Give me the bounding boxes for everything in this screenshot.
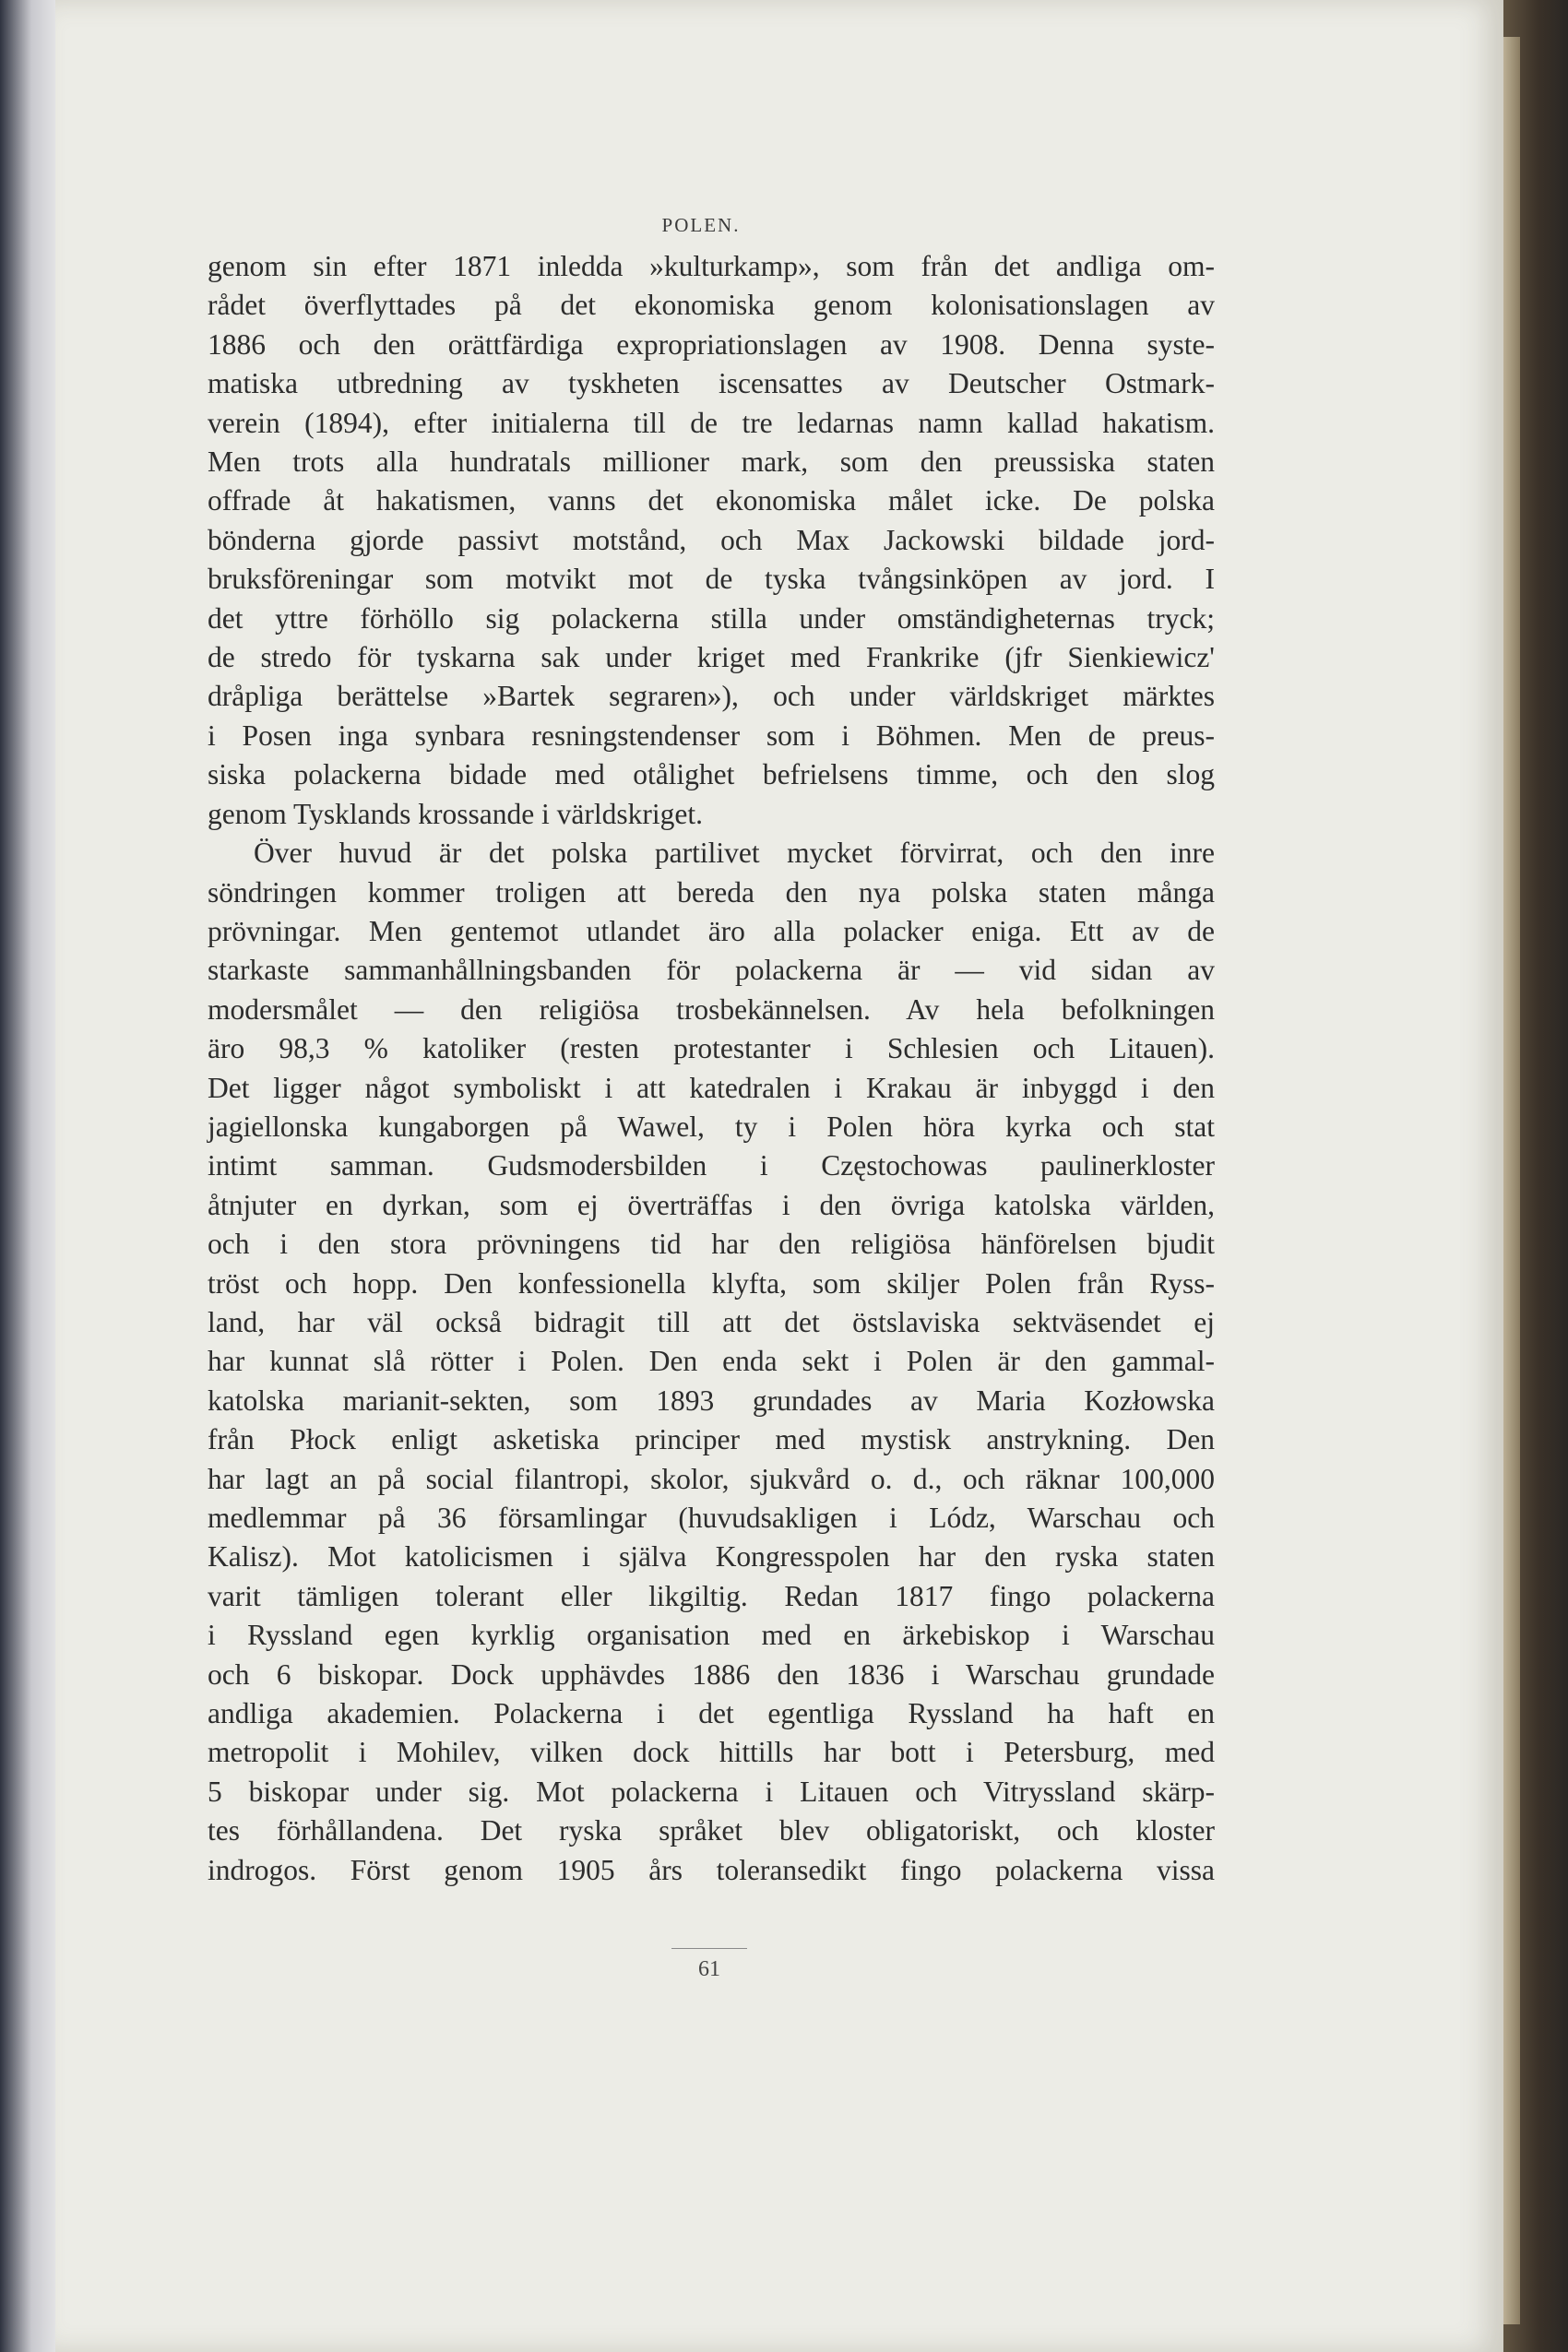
text-line: land, har väl också bidragit till att det östslaviska sektväsendet ej — [208, 1305, 1215, 1338]
text-line: har kunnat slå rötter i Polen. Den enda sekt i Polen är den gammal- — [208, 1345, 1215, 1378]
text-line: Men trots alla hundratals millioner mark, som den preussiska staten — [208, 445, 1215, 479]
text-line: åtnjuter en dyrkan, som ej överträffas i den övriga katolska världen, — [208, 1188, 1215, 1221]
text-line: metropolit i Mohilev, vilken dock hittills har bott i Petersburg, med — [208, 1736, 1215, 1769]
text-line: bruksföreningar som motvikt mot de tyska tvångsinköpen av jord. I — [208, 563, 1215, 596]
text-line: genom Tysklands krossande i världskriget. — [208, 797, 704, 830]
book-gutter — [0, 0, 57, 2352]
text-line: matiska utbredning av tyskheten iscensattes av Deutscher Ostmark- — [208, 367, 1215, 400]
text-line: katolska marianit-sekten, som 1893 grundades av Maria Kozłowska — [208, 1384, 1215, 1417]
text-line: genom sin efter 1871 inledda »kulturkamp», som från det andliga om- — [208, 250, 1215, 282]
text-line: indrogos. Först genom 1905 års toleransedikt fingo polackerna vissa — [208, 1853, 1215, 1886]
text-line: i Ryssland egen kyrklig organisation med en ärkebiskop i Warschau — [208, 1619, 1215, 1652]
text-line: 1886 och den orättfärdiga expropriationslagen av 1908. Denna syste- — [208, 327, 1215, 361]
text-line: Över huvud är det polska partilivet mycket förvirrat, och den inre — [254, 837, 1215, 870]
text-line: jagiellonska kungaborgen på Wawel, ty i Polen höra kyrka och stat — [208, 1110, 1215, 1143]
text-line: verein (1894), efter initialerna till de tre ledarnas namn kallad hakatism. — [208, 406, 1215, 439]
text-line: bönderna gjorde passivt motstånd, och Max Jackowski bildade jord- — [208, 523, 1215, 556]
text-line: dråpliga berättelse »Bartek segraren»), och under världskriget märktes — [208, 680, 1215, 713]
text-line: söndringen kommer troligen att bereda den nya polska staten många — [208, 875, 1215, 909]
text-line: intimt samman. Gudsmodersbilden i Częstochowas paulinerkloster — [208, 1149, 1215, 1182]
text-line: det yttre förhöllo sig polackerna stilla under omständigheternas tryck; — [208, 601, 1215, 635]
page-number: 61 — [698, 1957, 720, 1981]
text-line: har lagt an på social filantropi, skolor, sjukvård o. d., och räknar 100,000 — [208, 1462, 1215, 1495]
body-text — [208, 247, 1215, 1890]
book-page — [55, 0, 1503, 2352]
text-line: prövningar. Men gentemot utlandet äro alla polacker eniga. Ett av de — [208, 914, 1215, 947]
text-line: de stredo för tyskarna sak under kriget med Frankrike (jfr Sienkiewicz' — [208, 641, 1215, 674]
text-line: modersmålet — den religiösa trosbekännelsen. Av hela befolkningen — [208, 992, 1215, 1026]
text-line: Det ligger något symboliskt i att katedralen i Krakau är inbyggd i den — [208, 1071, 1215, 1104]
text-line: andliga akademien. Polackerna i det egentliga Ryssland ha haft en — [208, 1697, 1215, 1730]
running-head: POLEN. — [661, 214, 741, 236]
text-line: medlemmar på 36 församlingar (huvudsakligen i Lódz, Warschau och — [208, 1502, 1215, 1534]
text-line: från Płock enligt asketiska principer med mystisk anstrykning. Den — [208, 1423, 1215, 1456]
text-line: offrade åt hakatismen, vanns det ekonomiska målet icke. De polska — [208, 484, 1215, 517]
text-line: 5 biskopar under sig. Mot polackerna i Litauen och Vitryssland skärp- — [208, 1775, 1215, 1808]
text-line: Kalisz). Mot katolicismen i själva Kongresspolen har den ryska staten — [208, 1540, 1215, 1574]
text-line: varit tämligen tolerant eller likgiltig. Redan 1817 fingo polackerna — [208, 1579, 1215, 1612]
text-line: rådet överflyttades på det ekonomiska genom kolonisationslagen av — [208, 289, 1215, 322]
text-line: tröst och hopp. Den konfessionella klyfta, som skiljer Polen från Ryss- — [208, 1266, 1215, 1300]
text-line: och i den stora prövningens tid har den religiösa hänförelsen bjudit — [208, 1228, 1215, 1261]
footer-rule — [671, 1948, 747, 1949]
text-line: tes förhållandena. Det ryska språket blev obligatoriskt, och kloster — [208, 1814, 1215, 1847]
text-line: äro 98,3 % katoliker (resten protestanter i Schlesien och Litauen). — [208, 1032, 1215, 1065]
text-line: i Posen inga synbara resningstendenser som i Böhmen. Men de preus- — [208, 719, 1215, 752]
text-line: starkaste sammanhållningsbanden för polackerna är — vid sidan av — [208, 954, 1215, 987]
text-line: och 6 biskopar. Dock upphävdes 1886 den 1836 i Warschau grundade — [208, 1657, 1215, 1691]
text-line: siska polackerna bidade med otålighet befrielsens timme, och den slog — [208, 758, 1215, 791]
